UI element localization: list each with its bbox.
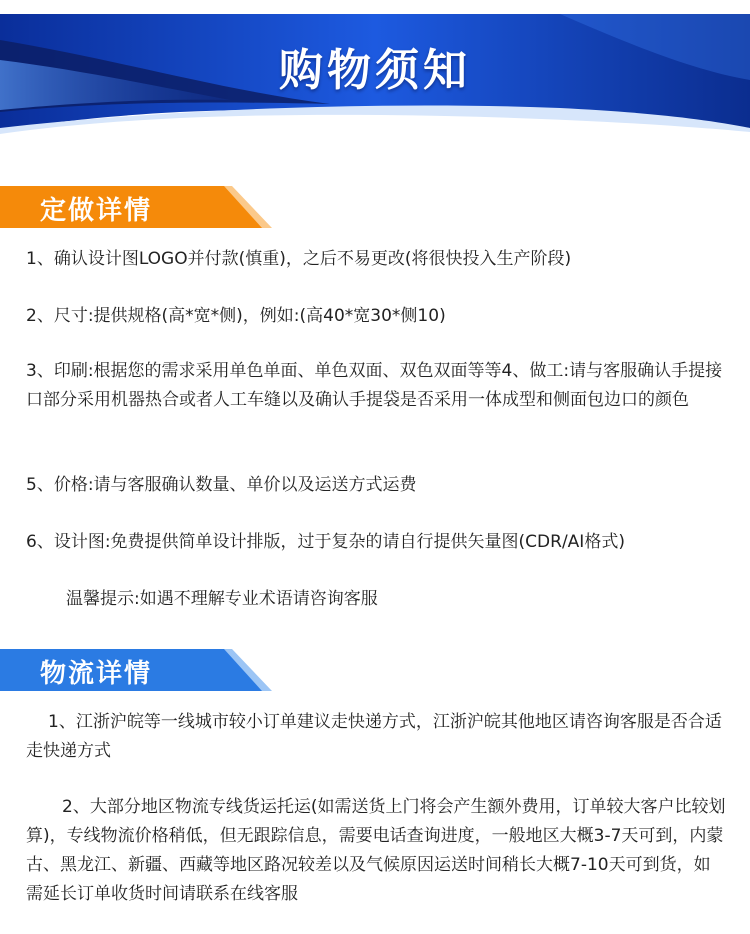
section-tab-custom — [0, 186, 272, 228]
custom-tip: 温馨提示:如遇不理解专业术语请咨询客服 — [66, 589, 378, 609]
section-tab-logistics — [0, 649, 272, 691]
page-title: 购物须知 — [279, 45, 471, 96]
header-banner — [0, 0, 750, 145]
custom-item-5: 5、价格:请与客服确认数量、单价以及运送方式运费 — [26, 475, 417, 495]
custom-item-2: 2、尺寸:提供规格(高*宽*侧)，例如:(高40*宽30*侧10) — [26, 306, 446, 326]
custom-item-3: 3、印刷:根据您的需求采用单色单面、单色双面、双色双面等等4、做工:请与客服确认手提接口部分采用机器热合或者人工车缝以及确认手提袋是否采用一体成型和侧面包边口的颜色 — [26, 361, 723, 410]
logistics-item-1: 1、江浙沪皖等一线城市较小订单建议走快递方式，江浙沪皖其他地区请咨询客服是否合适走快递方式 — [26, 712, 722, 761]
custom-item-6: 6、设计图:免费提供简单设计排版，过于复杂的请自行提供矢量图(CDR/AI格式) — [26, 532, 625, 552]
section-title: 物流详情 — [40, 659, 153, 689]
custom-item-1: 1、确认设计图LOGO并付款(慎重)，之后不易更改(将很快投入生产阶段) — [26, 249, 572, 269]
section-title: 定做详情 — [40, 196, 153, 226]
logistics-item-2: 2、大部分地区物流专线货运托运(如需送货上门将会产生额外费用，订单较大客户比较划算)，专线物流价格稍低，但无跟踪信息，需要电话查询进度，一般地区大概3-7天可到，内蒙古、黑龙江、新疆、西藏等地区路况较差以及气候原因运送时间稍长大概7-10天可到货，如需延长订单收货时间请联系在线客服 — [26, 797, 726, 904]
